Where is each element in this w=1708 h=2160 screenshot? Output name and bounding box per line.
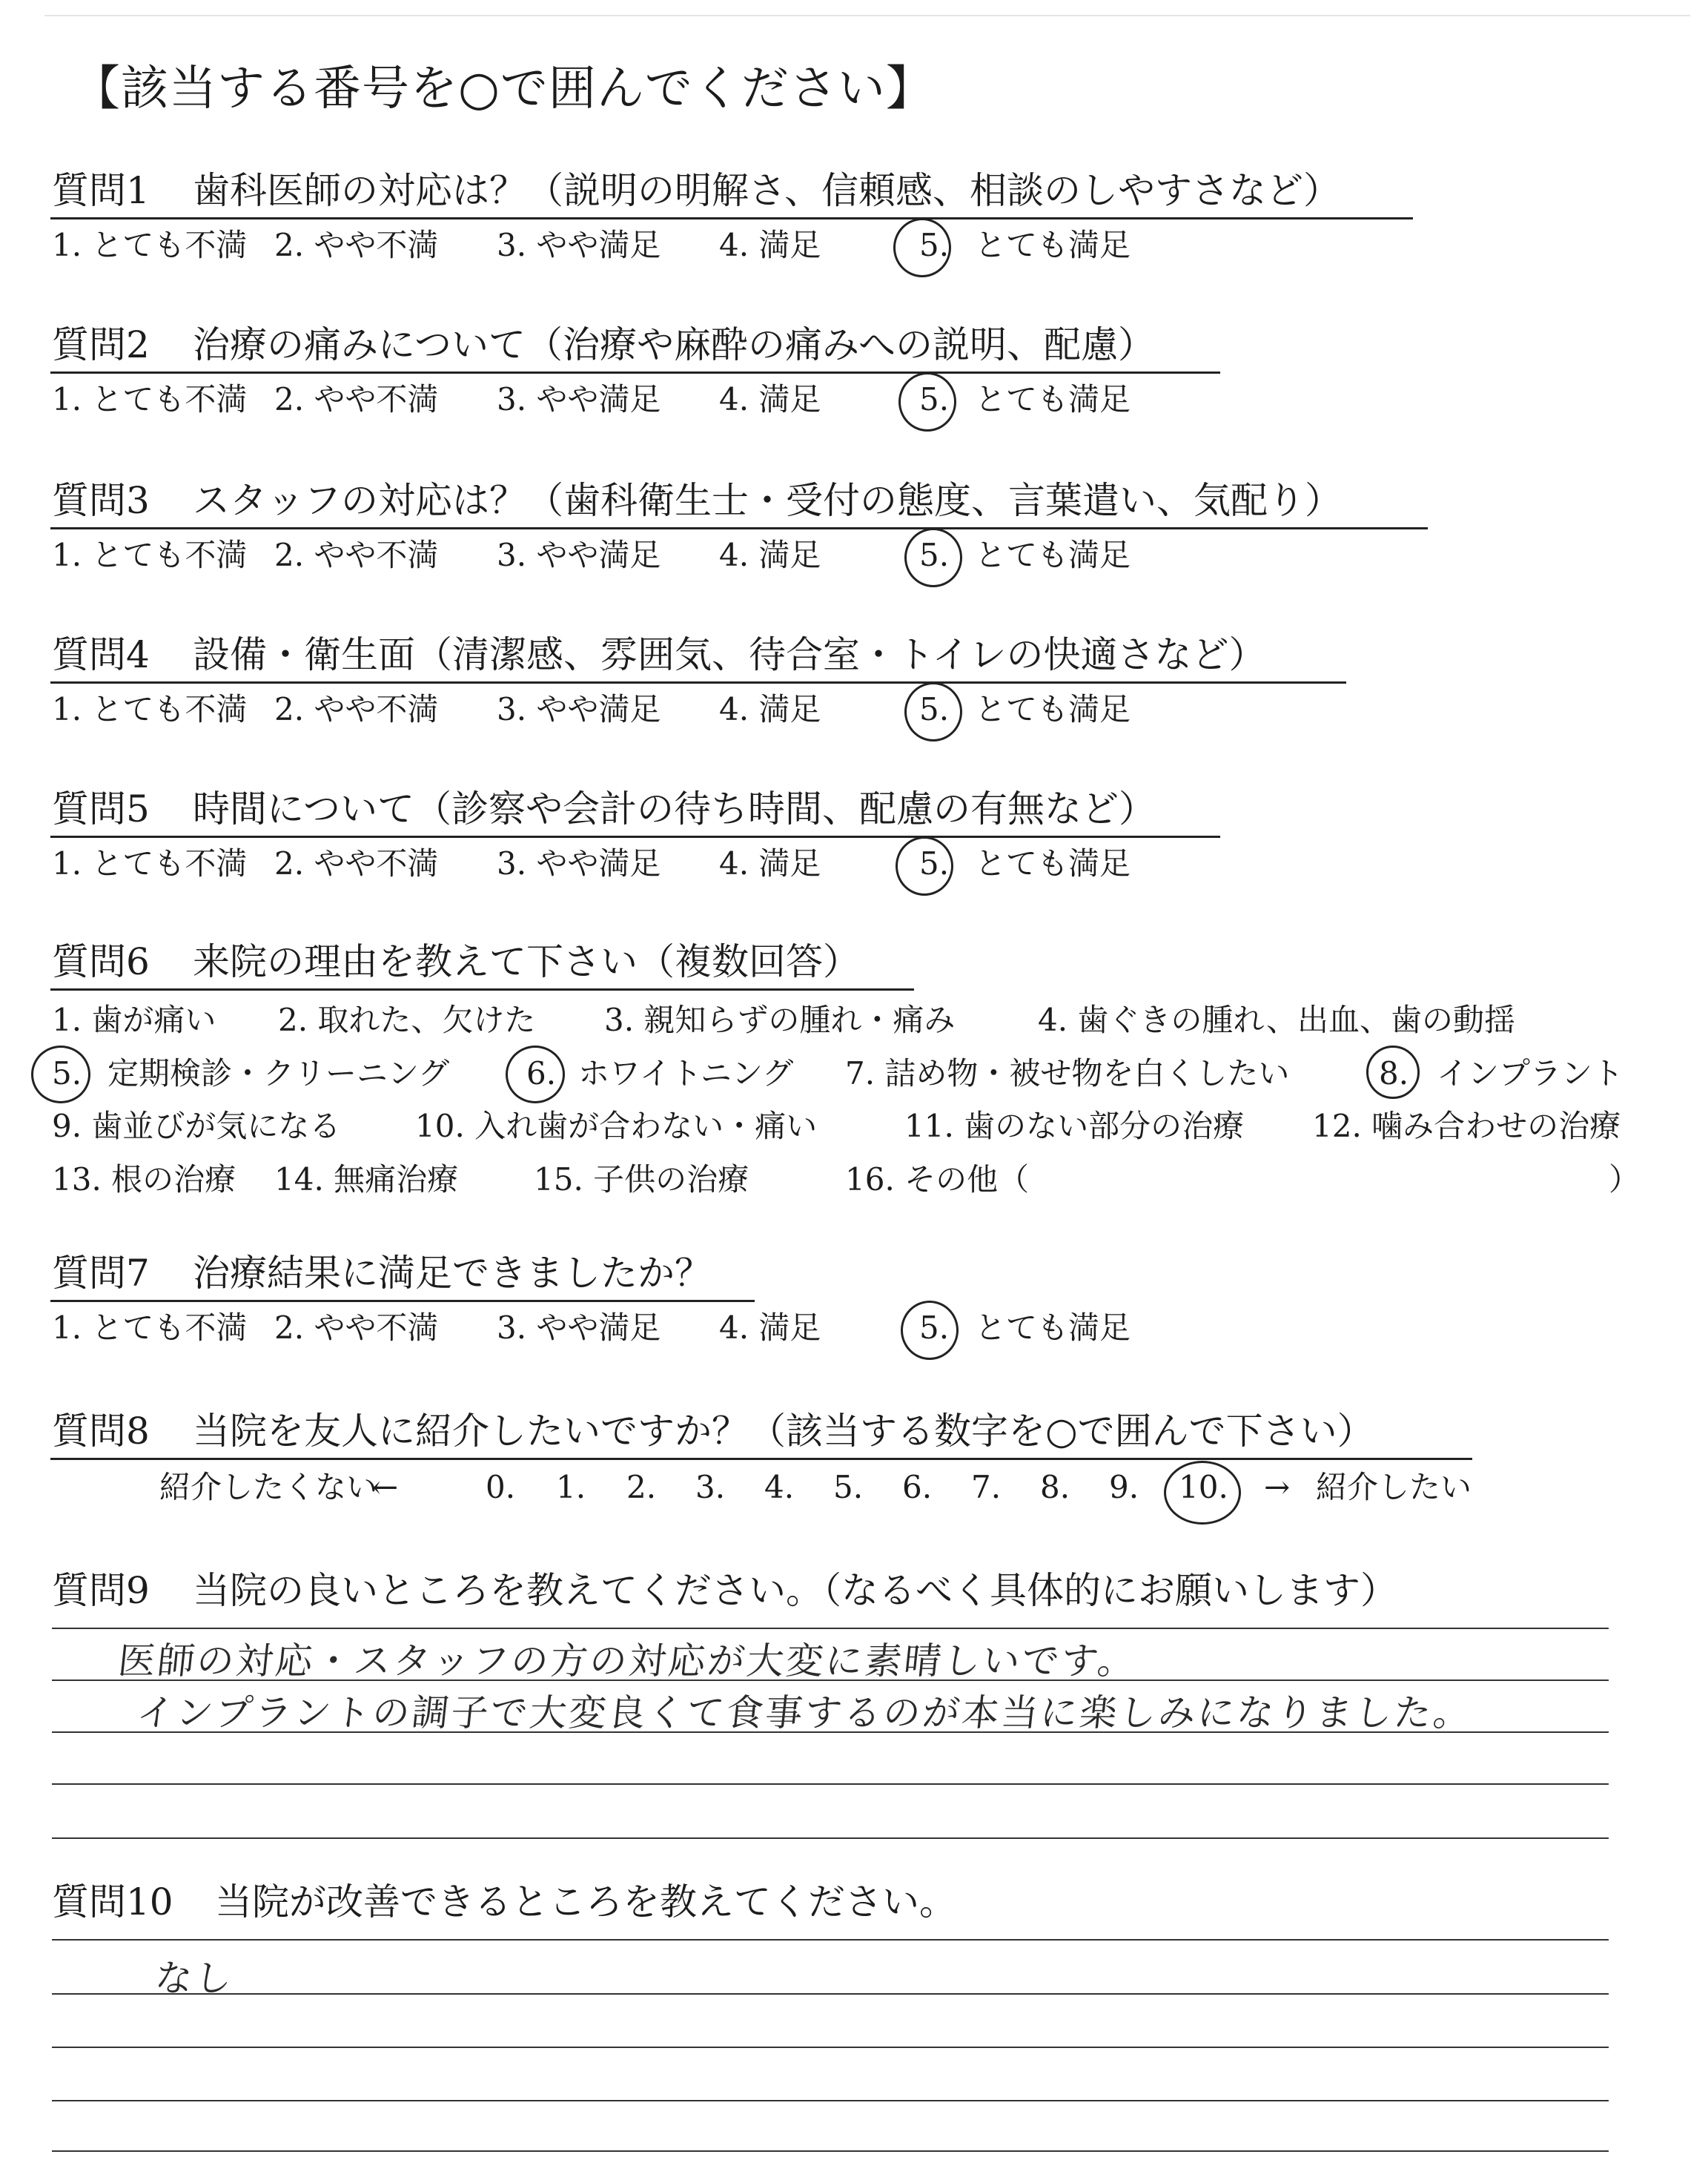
question-text: 歯科医師の対応は？（説明の明解さ、信頼感、相談のしやすさなど） <box>193 169 1340 212</box>
other-close-paren: ） <box>1609 1161 1641 1198</box>
question-underline <box>50 371 1220 374</box>
rating-option[interactable]: とても満足 <box>975 691 1131 727</box>
answer-line <box>52 1837 1609 1839</box>
rating-option[interactable]: 1. とても不満 <box>52 691 248 727</box>
question-4 <box>52 633 1266 676</box>
question-5 <box>52 787 1156 830</box>
question-text: スタッフの対応は？（歯科衛生士・受付の態度、言葉遣い、気配り） <box>193 479 1342 522</box>
scale-value[interactable]: 0. <box>486 1469 516 1505</box>
scale-value: → <box>1264 1469 1291 1505</box>
question-underline <box>50 836 1220 838</box>
scale-value[interactable]: 7. <box>971 1469 1002 1505</box>
question-text: 治療の痛みについて（治療や麻酔の痛みへの説明、配慮） <box>193 323 1155 366</box>
question-10 <box>52 1880 956 1923</box>
rating-option[interactable]: 3. やや満足 <box>497 845 661 882</box>
rating-option[interactable]: 4. 満足 <box>719 381 821 417</box>
answer-circle <box>904 528 962 587</box>
question-underline <box>50 217 1413 219</box>
q6-row-3 <box>52 1108 1653 1148</box>
rating-option[interactable]: 5. <box>919 227 950 263</box>
rating-option[interactable]: 3. やや満足 <box>497 227 661 263</box>
scale-value[interactable]: 6. <box>902 1469 933 1505</box>
answer-line <box>52 2047 1609 2048</box>
handwritten-answer: なし <box>153 1957 236 2000</box>
question-3 <box>52 479 1342 522</box>
question-text: 時間について（診察や会計の待ち時間、配慮の有無など） <box>193 787 1156 830</box>
rating-option[interactable]: 2. やや不満 <box>274 691 439 727</box>
rating-option[interactable]: 5. <box>919 381 950 417</box>
rating-options <box>52 845 1312 885</box>
form-title: 【該当する番号を○で囲んでください】 <box>73 62 934 116</box>
rating-option[interactable]: 2. やや不満 <box>274 845 439 882</box>
rating-options <box>52 381 1312 421</box>
rating-option[interactable]: 4. 満足 <box>719 537 821 573</box>
rating-option[interactable]: 2. やや不満 <box>274 537 439 573</box>
handwritten-answer: 医師の対応・スタッフの方の対応が大変に素晴しいです。 <box>116 1639 1139 1682</box>
question-underline <box>50 527 1428 529</box>
answer-line <box>52 1939 1609 1941</box>
scale-value[interactable]: 3. <box>695 1469 726 1505</box>
handwritten-answer: インプラントの調子で大変良くて食事するのが本当に楽しみになりました。 <box>134 1691 1475 1734</box>
question-8 <box>52 1410 1374 1453</box>
question-text: 当院の良いところを教えてください。（なるべく具体的にお願いします） <box>193 1569 1397 1612</box>
answer-circle <box>1164 1461 1241 1525</box>
answer-circle <box>31 1046 90 1103</box>
answer-line <box>52 1993 1609 1995</box>
rating-option[interactable]: 1. とても不満 <box>52 1309 248 1346</box>
rating-option[interactable]: 1. とても不満 <box>52 227 248 263</box>
rating-option[interactable]: とても満足 <box>975 537 1131 573</box>
rating-options <box>52 227 1312 267</box>
reason-option[interactable]: 3. 親知らずの腫れ・痛み <box>604 1002 956 1038</box>
answer-circle <box>904 682 962 742</box>
question-number: 質問7 <box>52 1252 150 1295</box>
answer-circle <box>896 836 953 896</box>
question-number: 質問5 <box>52 787 150 830</box>
rating-option[interactable]: 3. やや満足 <box>497 381 661 417</box>
rating-option[interactable]: 2. やや不満 <box>274 227 439 263</box>
answer-line <box>52 1783 1609 1785</box>
scale-value[interactable]: 8. <box>1040 1469 1070 1505</box>
reason-option-other[interactable]: 16. その他（ <box>845 1161 1030 1198</box>
scale-value[interactable]: 1. <box>556 1469 586 1505</box>
rating-option[interactable]: とても満足 <box>975 845 1131 882</box>
question-2 <box>52 323 1155 366</box>
scale-end-label: 紹介したい <box>1316 1469 1472 1505</box>
rating-option[interactable]: 3. やや満足 <box>497 1309 661 1346</box>
rating-option[interactable]: とても満足 <box>975 1309 1131 1346</box>
scale-end-label: 紹介したくない <box>159 1469 378 1505</box>
reason-option[interactable]: 15. 子供の治療 <box>534 1161 749 1198</box>
question-text: 来院の理由を教えて下さい（複数回答） <box>193 940 860 983</box>
rating-option[interactable]: 4. 満足 <box>719 845 821 882</box>
question-text: 当院を友人に紹介したいですか？（該当する数字を○で囲んで下さい） <box>193 1410 1374 1453</box>
reason-option[interactable]: ホワイトニング <box>578 1055 794 1091</box>
question-text: 治療結果に満足できましたか？ <box>193 1252 712 1295</box>
rating-option[interactable]: とても満足 <box>975 381 1131 417</box>
question-text: 当院が改善できるところを教えてください。 <box>215 1880 956 1923</box>
rating-option[interactable]: 5. <box>919 845 950 882</box>
question-9 <box>52 1569 1397 1612</box>
rating-option[interactable]: 1. とても不満 <box>52 845 248 882</box>
rating-option[interactable]: 5. <box>919 1309 950 1346</box>
reason-option[interactable]: インプラント <box>1437 1055 1624 1091</box>
reason-option[interactable]: 2. 取れた、欠けた <box>278 1002 536 1038</box>
reason-option[interactable]: 11. 歯のない部分の治療 <box>904 1108 1245 1144</box>
reason-option[interactable]: 9. 歯並びが気になる <box>52 1108 341 1144</box>
reason-option[interactable]: 14. 無痛治療 <box>274 1161 459 1198</box>
question-number: 質問9 <box>52 1569 150 1612</box>
answer-circle <box>898 372 956 432</box>
reason-option[interactable]: 1. 歯が痛い <box>52 1002 216 1038</box>
recommend-scale <box>0 1469 1631 1509</box>
answer-circle <box>893 218 951 277</box>
q6-row-1 <box>52 1002 1638 1042</box>
rating-option[interactable]: 4. 満足 <box>719 691 821 727</box>
rating-options <box>52 1309 1312 1350</box>
rating-option[interactable]: 4. 満足 <box>719 1309 821 1346</box>
question-number: 質問4 <box>52 633 150 676</box>
question-7 <box>52 1252 712 1295</box>
answer-line <box>52 2150 1609 2152</box>
rating-option[interactable]: 5. <box>919 537 950 573</box>
reason-option-number[interactable]: 6. <box>526 1055 557 1091</box>
q6-row-4 <box>52 1161 1641 1201</box>
answer-circle <box>901 1301 959 1360</box>
answer-circle <box>1366 1046 1420 1099</box>
rating-option[interactable]: 5. <box>919 691 950 727</box>
question-1 <box>52 169 1340 212</box>
rating-option[interactable]: 1. とても不満 <box>52 537 248 573</box>
rating-option[interactable]: とても満足 <box>975 227 1131 263</box>
answer-circle <box>506 1046 565 1103</box>
question-number: 質問2 <box>52 323 150 366</box>
rating-option[interactable]: 2. やや不満 <box>274 381 439 417</box>
reason-option-number[interactable]: 8. <box>1379 1055 1409 1091</box>
rating-option[interactable]: 4. 満足 <box>719 227 821 263</box>
rating-options <box>52 691 1312 731</box>
reason-option[interactable]: 定期検診・クリーニング <box>107 1055 450 1091</box>
question-underline <box>50 1300 755 1302</box>
scale-value[interactable]: 4. <box>764 1469 795 1505</box>
rating-option[interactable]: 3. やや満足 <box>497 537 661 573</box>
reason-option[interactable]: 7. 詰め物・被せ物を白くしたい <box>845 1055 1290 1091</box>
reason-option[interactable]: 12. 噛み合わせの治療 <box>1312 1108 1621 1144</box>
scale-value[interactable]: 10. <box>1179 1469 1228 1505</box>
question-underline <box>50 1458 1472 1460</box>
scale-value[interactable]: 5. <box>833 1469 864 1505</box>
reason-option[interactable]: 13. 根の治療 <box>52 1161 236 1198</box>
rating-options <box>52 537 1312 577</box>
question-number: 質問1 <box>52 169 150 212</box>
answer-line <box>52 2100 1609 2101</box>
reason-option-number[interactable]: 5. <box>52 1055 82 1091</box>
question-text: 設備・衛生面（清潔感、雰囲気、待合室・トイレの快適さなど） <box>193 633 1266 676</box>
scale-value[interactable]: 9. <box>1109 1469 1139 1505</box>
scan-edge-line <box>44 15 1690 16</box>
question-6 <box>52 940 860 983</box>
rating-option[interactable]: 2. やや不満 <box>274 1309 439 1346</box>
rating-option[interactable]: 1. とても不満 <box>52 381 248 417</box>
question-number: 質問10 <box>52 1880 173 1923</box>
reason-option[interactable]: 10. 入れ歯が合わない・痛い <box>415 1108 818 1144</box>
scale-value: ← <box>372 1469 399 1505</box>
question-underline <box>50 988 914 991</box>
question-underline <box>50 681 1346 684</box>
reason-option[interactable]: 4. 歯ぐきの腫れ、出血、歯の動揺 <box>1038 1002 1515 1038</box>
rating-option[interactable]: 3. やや満足 <box>497 691 661 727</box>
answer-line <box>52 1628 1609 1629</box>
question-number: 質問6 <box>52 940 150 983</box>
question-number: 質問3 <box>52 479 150 522</box>
scale-value[interactable]: 2. <box>626 1469 657 1505</box>
question-number: 質問8 <box>52 1410 150 1453</box>
